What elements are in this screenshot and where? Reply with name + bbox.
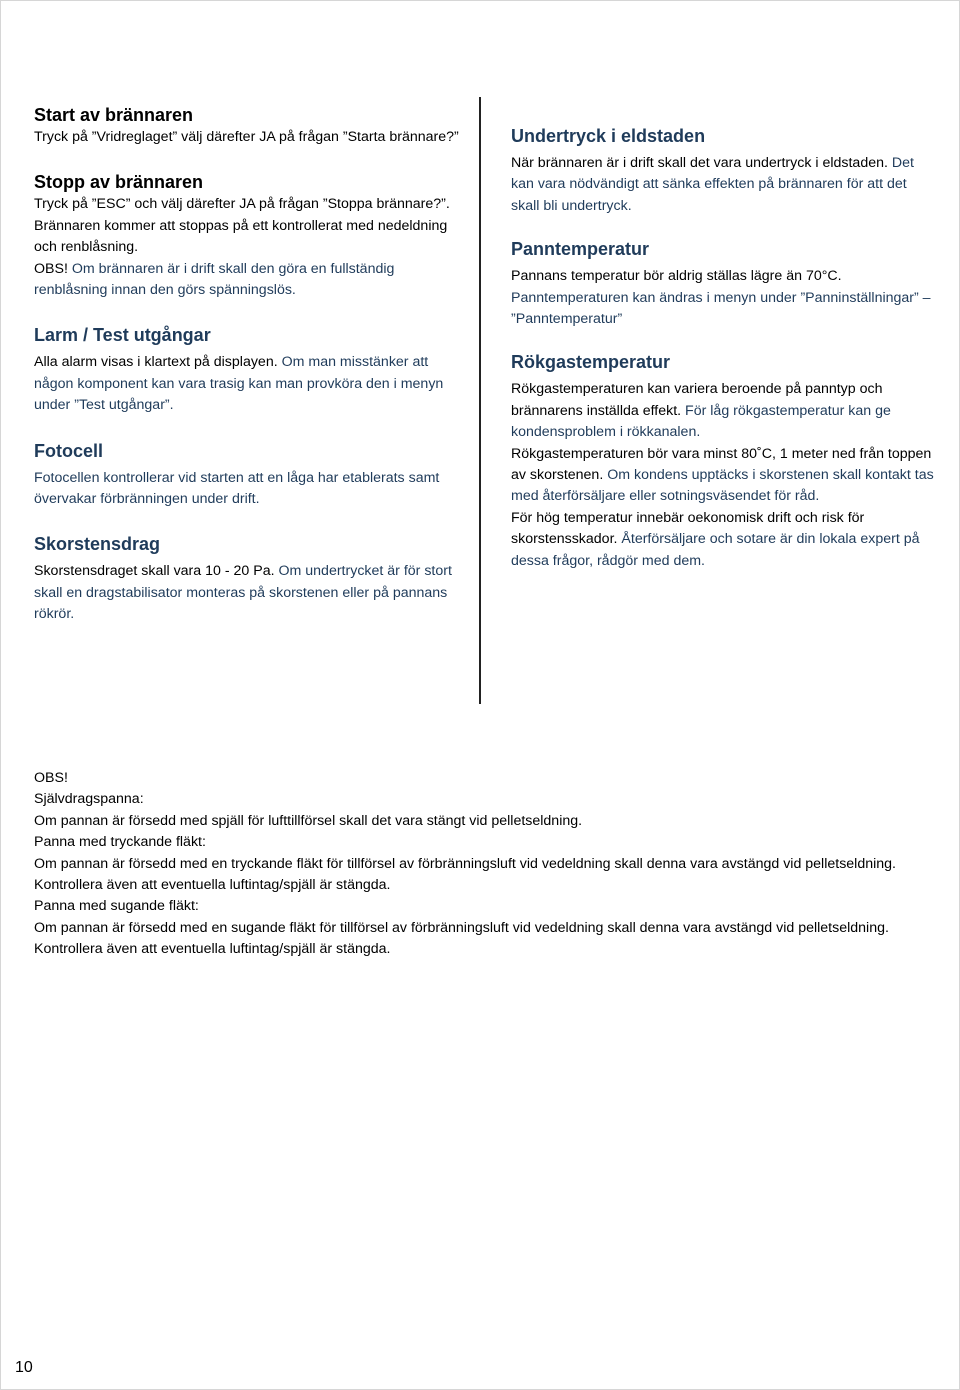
larm-text-b: Om man misstänker att någon komponent kan vara trasig kan man provköra den i menyn under ”Test utgångar”. (34, 354, 444, 414)
obs-line: Självdragspanna: (34, 791, 144, 808)
left-column (34, 103, 464, 626)
skorstensdrag-text-a: Skorstensdraget skall vara 10 - 20 Pa. (34, 563, 275, 580)
larm-text (34, 352, 464, 416)
section-title-skorstensdrag: Skorstensdrag (34, 534, 161, 555)
fotocell-text: Fotocellen kontrollerar vid starten att en låga har etablerats samt övervakar förbränningen under drift. (34, 469, 440, 508)
rokgas-text-3a: För hög temperatur innebär oekonomisk drift och risk för skorstensskador. (511, 509, 865, 548)
skorstensdrag-text (34, 561, 464, 625)
rokgas-text-1 (511, 379, 936, 443)
undertryck-text-b: Det kan vara nödvändigt att sänka effekten på brännaren för att det skall bli undertryck. (511, 155, 914, 214)
obs-line: Kontrollera även att eventuella luftintag/spjäll är stängda. (34, 941, 391, 958)
stopp-obs-text: Om brännaren är i drift skall den göra en fullständig renblåsning innan den görs spänningslös. (34, 260, 395, 299)
section-title-fotocell: Fotocell (34, 440, 104, 461)
section-title-panntemperatur: Panntemperatur (511, 239, 650, 260)
obs-line: Panna med sugande fläkt: (34, 898, 199, 915)
column-divider (479, 97, 481, 704)
rokgas-text-2 (511, 444, 936, 508)
rokgas-text-1b: För låg rökgastemperatur kan ge kondensproblem i rökkanalen. (511, 402, 891, 441)
page-number: 10 (15, 1359, 33, 1376)
section-title-undertryck: Undertryck i eldstaden (511, 126, 706, 146)
stopp-obs-label: OBS! (34, 260, 68, 277)
panntemperatur-text-2: Panntemperaturen kan ändras i menyn under ”Panninställningar” – ”Panntemperatur” (511, 289, 931, 328)
obs-heading: OBS! (34, 770, 68, 786)
obs-line: Panna med tryckande fläkt: (34, 834, 206, 851)
section-title-start: Start av brännaren (34, 105, 194, 125)
stopp-text-1: Tryck på ”ESC” och välj därefter JA på frågan ”Stoppa brännare?”. (34, 196, 450, 213)
start-text: Tryck på ”Vridreglaget” välj därefter JA på frågan ”Starta brännare?” (34, 129, 459, 145)
right-column (511, 124, 936, 572)
obs-line: Om pannan är försedd med en sugande fläkt för tillförsel av förbränningsluft vid vedeldning skall denna vara avstängd vid pelletseldning. (34, 919, 889, 936)
rokgas-text-1a: Rökgastemperaturen kan variera beroende på panntyp och brännarens inställda effekt. (511, 381, 883, 419)
stopp-text-2: Brännaren kommer att stoppas på ett kontrollerat med nedeldning och renblåsning. (34, 217, 448, 256)
rokgas-text-3b: Återförsäljare och sotare är din lokala expert på dessa frågor, rådgör med dem. (511, 531, 920, 569)
larm-text-a: Alla alarm visas i klartext på displayen. (34, 354, 278, 371)
obs-line: Kontrollera även att eventuella luftintag/spjäll är stängda. (34, 877, 391, 894)
section-title-larm: Larm / Test utgångar (34, 325, 211, 346)
skorstensdrag-text-b: Om undertrycket är för stort skall en dragstabilisator monteras på skorstenen eller på pannans rökrör. (34, 563, 452, 623)
section-title-stopp: Stopp av brännaren (34, 172, 204, 193)
rokgas-text-3 (511, 508, 936, 572)
undertryck-text (511, 153, 936, 217)
rokgas-text-2a: Rökgastemperaturen bör vara minst 80˚C, 1 meter ned från toppen av skorstenen. (511, 445, 932, 484)
rokgas-text-2b: Om kondens upptäcks i skorstenen skall kontakt tas med återförsäljare eller sotningsväsendet för råd. (511, 467, 934, 505)
panntemperatur-text-1: Pannans temperatur bör aldrig ställas lägre än 70°C. (511, 268, 842, 285)
section-title-rokgastemperatur: Rökgastemperatur (511, 352, 671, 373)
obs-line: Om pannan är försedd med en tryckande fläkt för tillförsel av förbränningsluft vid vedeldning skall denna vara avstängd vid pelletseldning. (34, 855, 896, 872)
undertryck-text-a: När brännaren är i drift skall det vara undertryck i eldstaden. (511, 155, 888, 171)
obs-line: Om pannan är försedd med spjäll för lufttillförsel skall det vara stängt vid pelletseldning. (34, 812, 583, 829)
stopp-text-3 (34, 259, 464, 302)
obs-section (34, 768, 934, 961)
